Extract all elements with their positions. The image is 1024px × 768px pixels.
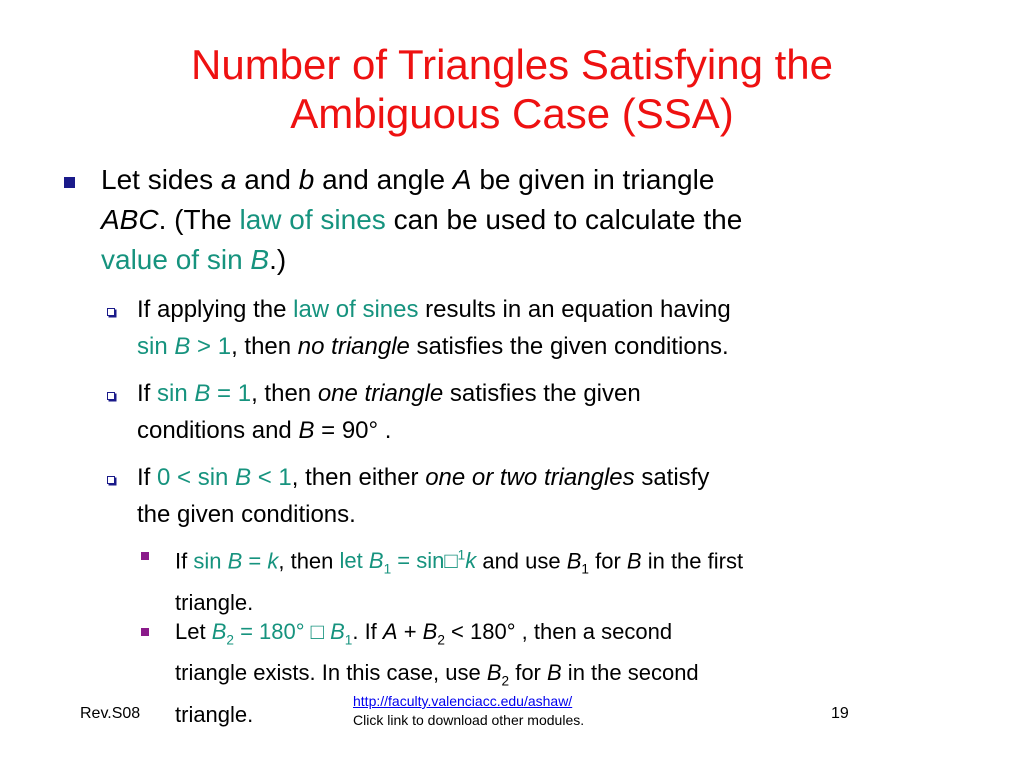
one-triangle-term: one triangle xyxy=(317,380,444,407)
sub-bullet-2 xyxy=(137,375,927,449)
var-B: B xyxy=(250,244,270,275)
sin-b-gt-1 xyxy=(137,333,231,360)
var-B: B xyxy=(194,380,211,407)
bullet-main xyxy=(101,160,921,280)
var-B: B xyxy=(422,619,438,644)
one-or-two-triangles-term: one or two triangles xyxy=(425,464,635,491)
text: satisfies the given xyxy=(443,380,641,407)
text: triangle. xyxy=(175,701,254,727)
download-modules-link[interactable]: http://faculty.valenciacc.edu/ashaw/ xyxy=(353,693,573,709)
var-B: B xyxy=(547,660,562,686)
text: = 90° . xyxy=(314,417,392,444)
text: and angle xyxy=(314,164,453,195)
var-B: B xyxy=(323,619,345,644)
var-B: B xyxy=(626,548,642,574)
superscript: 1 xyxy=(457,548,466,563)
subscript: 1 xyxy=(383,561,392,577)
text: satisfies the given conditions. xyxy=(409,333,729,360)
text: , then xyxy=(251,380,318,407)
var-B: B xyxy=(227,548,243,574)
b2-expression xyxy=(211,619,353,648)
var-B: B xyxy=(368,548,384,574)
missing-glyph-icon: □ xyxy=(444,548,458,574)
slide-title-line-2: Ambiguous Case (SSA) xyxy=(290,90,734,137)
text: conditions and xyxy=(137,417,299,444)
var-B: B xyxy=(566,548,582,574)
var-k: k xyxy=(465,548,477,574)
text: in the first xyxy=(641,548,744,574)
var-B: B xyxy=(174,333,191,360)
var-a: a xyxy=(220,164,237,195)
text: for xyxy=(509,660,547,686)
sub-bullet-3 xyxy=(137,459,927,533)
text: 0 < sin xyxy=(157,464,236,491)
var-A: A xyxy=(452,164,472,195)
text: triangle exists. In this case, use xyxy=(175,660,487,686)
filled-square-bullet-icon xyxy=(64,177,75,188)
text: let xyxy=(339,548,369,574)
var-B: B xyxy=(298,417,315,444)
text: results in an equation having xyxy=(418,296,731,323)
law-of-sines-term: law of sines xyxy=(293,296,419,323)
text: and xyxy=(236,164,299,195)
text: . (The xyxy=(158,204,240,235)
filled-square-bullet-icon xyxy=(141,628,149,636)
text: for xyxy=(589,548,627,574)
text: < 1 xyxy=(251,464,292,491)
text: < 180° xyxy=(444,619,522,644)
subscript: 2 xyxy=(501,673,510,689)
text: can be used to calculate the xyxy=(385,204,743,235)
hollow-square-bullet-icon xyxy=(107,476,115,484)
var-A: A xyxy=(382,619,398,644)
var-k: k xyxy=(267,548,279,574)
text: . If xyxy=(352,619,383,644)
text: value of sin xyxy=(101,244,251,275)
subscript: 2 xyxy=(437,632,445,648)
sin-b-range xyxy=(157,464,292,491)
text: = 180° xyxy=(233,619,311,644)
var-B: B xyxy=(211,619,227,644)
text: Let xyxy=(175,619,212,644)
text: = xyxy=(242,548,268,574)
text: sin xyxy=(193,548,228,574)
hollow-square-bullet-icon xyxy=(107,392,115,400)
text: , then xyxy=(231,333,298,360)
revision-label: Rev.S08 xyxy=(80,705,141,722)
sin-b-eq-1 xyxy=(157,380,251,407)
text: satisfy xyxy=(634,464,710,491)
sub-bullet-1 xyxy=(137,291,927,365)
text: triangle. xyxy=(175,589,254,615)
var-ABC: ABC xyxy=(101,204,159,235)
text: sin xyxy=(137,333,175,360)
value-of-sin-b-term xyxy=(101,244,269,275)
sub-sub-bullet-1 xyxy=(175,539,915,619)
text: Let sides xyxy=(101,164,221,195)
law-of-sines-term: law of sines xyxy=(239,204,386,235)
text: > 1 xyxy=(190,333,232,360)
var-B: B xyxy=(235,464,252,491)
text: If xyxy=(137,380,158,407)
text: and use xyxy=(476,548,567,574)
text: sin xyxy=(157,380,195,407)
filled-square-bullet-icon xyxy=(141,552,149,560)
text: the given conditions. xyxy=(137,501,356,528)
sin-b-eq-k xyxy=(193,548,278,573)
footer-link-block xyxy=(353,692,584,730)
text: , then a second xyxy=(521,619,673,644)
page-number: 19 xyxy=(831,705,849,722)
text: .) xyxy=(269,244,287,275)
var-b: b xyxy=(298,164,315,195)
text: , then either xyxy=(291,464,426,491)
subscript: 1 xyxy=(344,632,353,648)
text: , then xyxy=(278,548,340,574)
let-b1-expression xyxy=(339,548,477,577)
slide-title-line-1: Number of Triangles Satisfying the xyxy=(191,41,833,88)
subscript: 2 xyxy=(226,632,234,648)
text: If applying the xyxy=(137,296,294,323)
var-B: B xyxy=(486,660,502,686)
text: in the second xyxy=(561,660,699,686)
text: = sin xyxy=(391,548,445,574)
no-triangle-term: no triangle xyxy=(297,333,410,360)
text: If xyxy=(137,464,158,491)
missing-glyph-icon: □ xyxy=(310,619,324,644)
text: = 1 xyxy=(210,380,252,407)
subscript: 1 xyxy=(581,561,589,577)
text: If xyxy=(175,548,194,574)
text: be given in triangle xyxy=(471,164,715,195)
text: + xyxy=(397,619,423,644)
hollow-square-bullet-icon xyxy=(107,308,115,316)
footer-note: Click link to download other modules. xyxy=(353,712,585,728)
